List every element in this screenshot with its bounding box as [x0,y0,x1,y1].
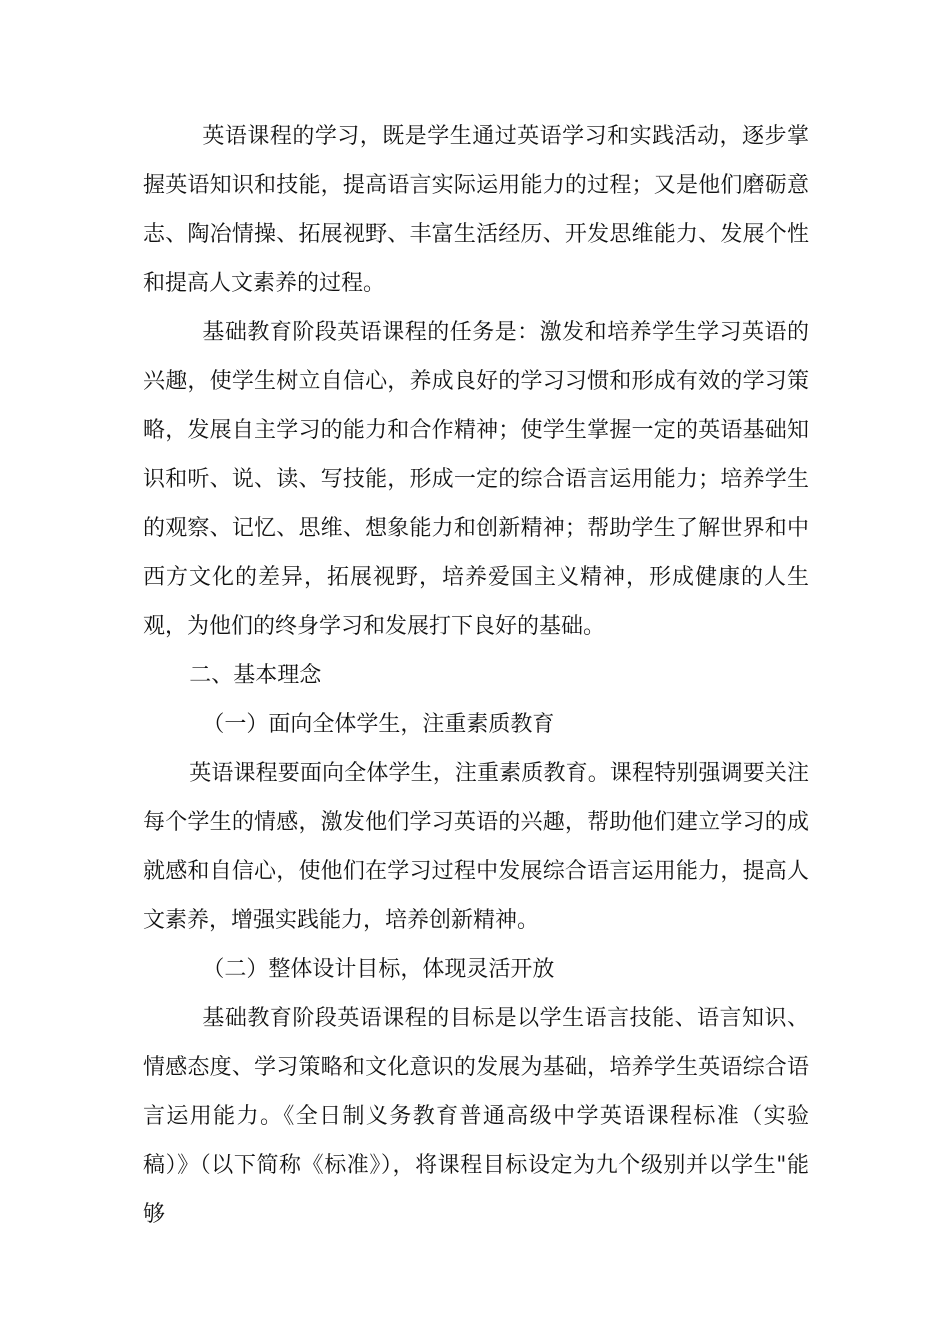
subheading-all-students: （一）面向全体学生，注重素质教育 [202,712,555,737]
paragraph-course-goals: 基础教育阶段英语课程的目标是以学生语言技能、语言知识、情感态度、学习策略和文化意识的发展为基础，培养学生英语综合语言运用能力。《全日制义务教育普通高级中学英语课程标准（实验稿）》（以下简称《标准》），将课程目标设定为九个级别并以学生"能够 [143,1006,809,1227]
paragraph-learning-process: 英语课程的学习，既是学生通过英语学习和实践活动，逐步掌握英语知识和技能，提高语言实际运用能力的过程；又是他们磨砺意志、陶冶情操、拓展视野、丰富生活经历、开发思维能力、发展个性和提高人文素养的过程。 [143,124,809,296]
document-body [143,112,809,1239]
paragraph-quality-education: 英语课程要面向全体学生，注重素质教育。课程特别强调要关注每个学生的情感，激发他们学习英语的兴趣，帮助他们建立学习的成就感和自信心，使他们在学习过程中发展综合语言运用能力，提高人文素养，增强实践能力，培养创新精神。 [143,761,809,933]
section-heading-basic-concepts: 二、基本理念 [189,663,322,688]
subheading-overall-design: （二）整体设计目标，体现灵活开放 [202,957,555,982]
paragraph-course-tasks: 基础教育阶段英语课程的任务是：激发和培养学生学习英语的兴趣，使学生树立自信心，养成良好的学习习惯和形成有效的学习策略，发展自主学习的能力和合作精神；使学生掌握一定的英语基础知识和听、说、读、写技能，形成一定的综合语言运用能力；培养学生的观察、记忆、思维、想象能力和创新精神；帮助学生了解世界和中西方文化的差异，拓展视野，培养爱国主义精神，形成健康的人生观，为他们的终身学习和发展打下良好的基础。 [143,320,809,639]
